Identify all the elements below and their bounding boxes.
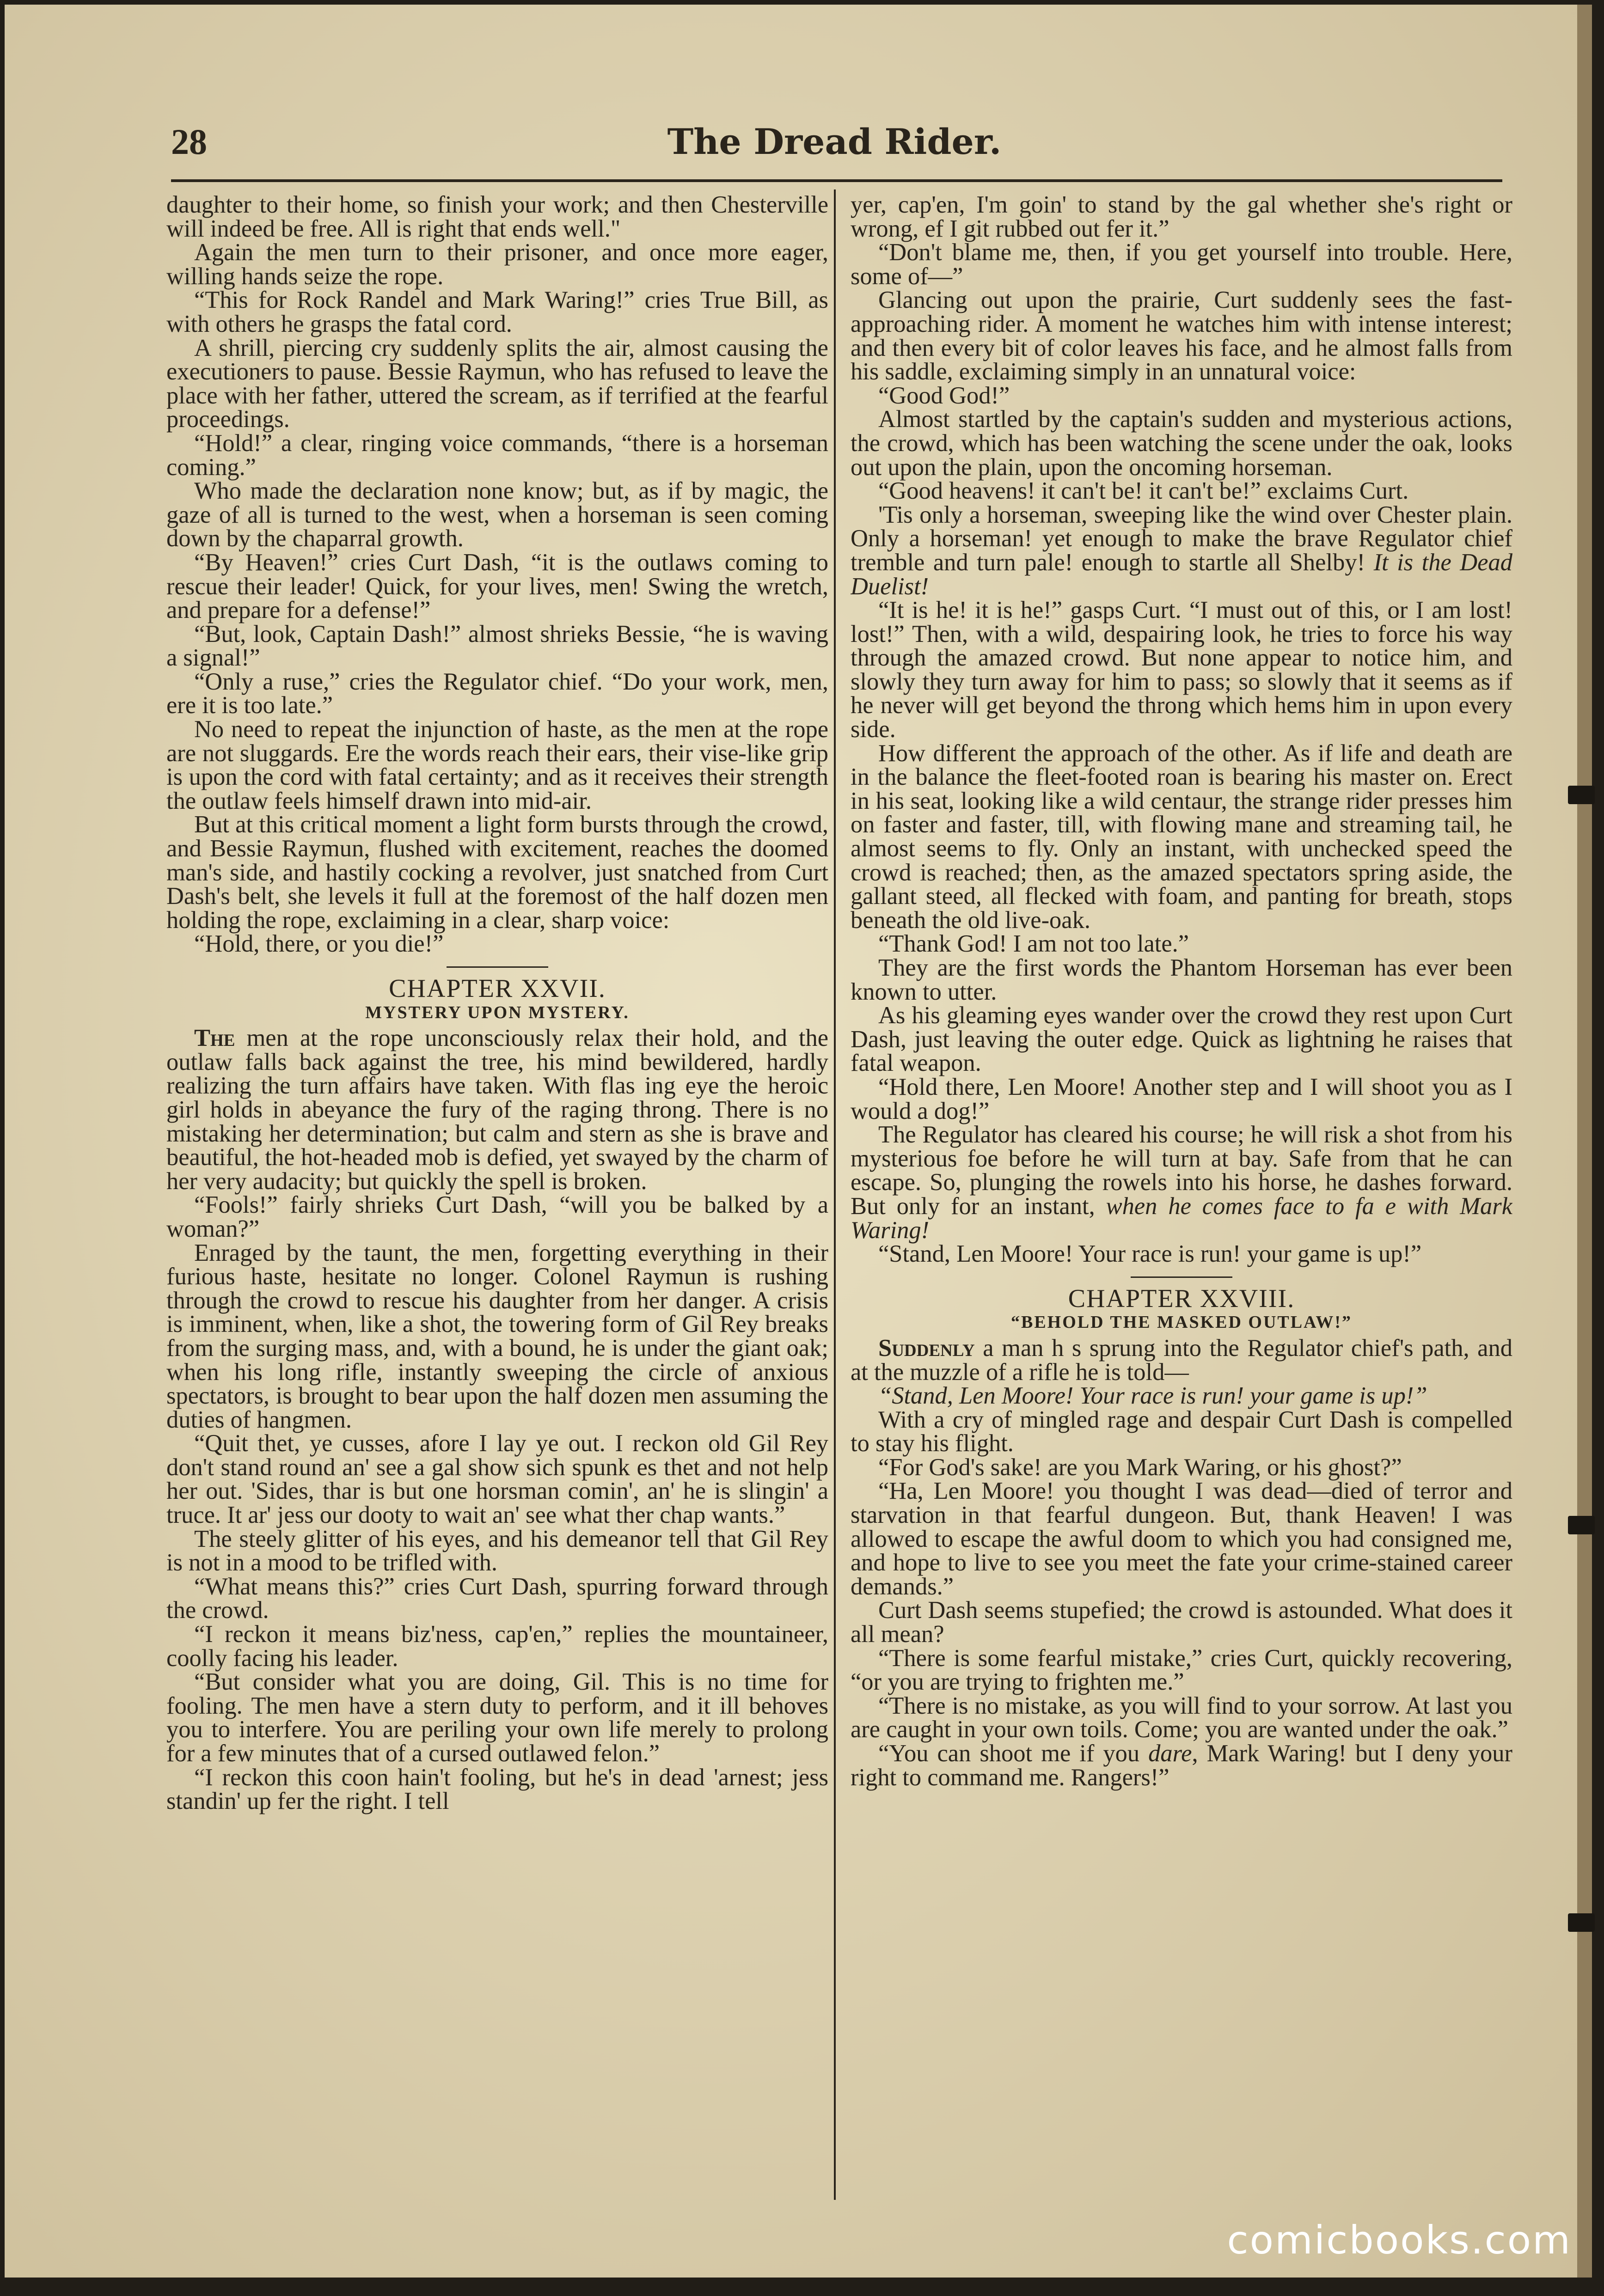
right-column (851, 193, 1512, 2199)
paragraph-body: a man h s sprung into the Regulator chief's path, and at the muzzle of a rifle he is told— (851, 1334, 1512, 1386)
paragraph: “But consider what you are doing, Gil. This is no time for fooling. The men have a stern duty to perform, and it ill behoves you to interfere. You are periling your own life merely to prolong for a few minutes that of a cursed outlawed felon.” (166, 1668, 828, 1767)
paragraph (851, 1123, 1512, 1242)
paragraph-lead: Suddenly (878, 1334, 975, 1362)
paragraph: “Stand, Len Moore! Your race is run! your game is up!” (878, 1240, 1422, 1268)
paragraph: A shrill, piercing cry suddenly splits the air, almost causing the executioners to pause. Bessie Raymun, who has refused to leave the place with her father, uttered the scream, as if terrified at the fearful proceedings. (166, 334, 828, 433)
running-title: The Dread Rider. (667, 121, 1002, 162)
paragraph: “Good God!” (878, 382, 1010, 409)
paragraph-body: The Regulator has cleared his course; he will risk a shot from his mysterious foe before he will turn at bay. Safe from that he can escape. So, plunging the rowels into his horse, he dashes forward. But only for an instant, (851, 1121, 1512, 1220)
paragraph: “Good heavens! it can't be! it can't be!” exclaims Curt. (878, 477, 1409, 505)
binding-staple-mark (1568, 1913, 1595, 1932)
paragraph-body: “You can shoot me if you (878, 1740, 1149, 1767)
column-divider (834, 189, 836, 2200)
paragraph-emphasis: It is the Dead Duelist! (851, 549, 1512, 600)
paragraph: “This for Rock Randel and Mark Waring!” cries True Bill, as with others he grasps the fatal cord. (166, 287, 828, 337)
paragraph: “Hold there, Len Moore! Another step and I will shoot you as I would a dog!” (851, 1073, 1512, 1124)
paragraph: “Only a ruse,” cries the Regulator chief. “Do your work, men, ere it is too late.” (166, 668, 828, 719)
binding-staple-mark (1568, 786, 1595, 804)
binding-staple-mark (1568, 1516, 1595, 1534)
paragraph-emphasis: dare (1148, 1740, 1192, 1767)
paragraph-body: , Mark Waring! but I deny your right to command me. Rangers!” (851, 1740, 1512, 1791)
paragraph: “There is no mistake, as you will find to your sorrow. At last you are caught in your own toils. Come; you are wanted under the oak.” (851, 1692, 1512, 1743)
paragraph-body: men at the rope unconsciously relax their hold, and the outlaw falls back against the tree, his mind bewildered, hardly realizing the turn affairs have taken. With flas ing eye the heroic girl holds in abeyance the fury of the raging throng. There is no mistaking her determination; but calm and stern as she is brave and beautiful, the hot-headed mob is defied, yet swayed by the charm of her very audacity; but quickly the spell is broken. (166, 1025, 828, 1195)
page-header (171, 121, 1498, 170)
paragraph: No need to repeat the injunction of haste, as the men at the rope are not sluggards. Ere the words reach their ears, their vise-like grip is upon the cord with fatal certainty; and as it receives their strength the outlaw feels himself drawn into mid-air. (166, 716, 828, 814)
paragraph (166, 1026, 828, 1193)
page-number: 28 (171, 122, 207, 162)
paragraph: “Fools!” fairly shrieks Curt Dash, “will you be balked by a woman?” (166, 1191, 828, 1242)
paragraph: “By Heaven!” cries Curt Dash, “it is the outlaws coming to rescue their leader! Quick, for your lives, men! Swing the wretch, and prepare for a defense!” (166, 549, 828, 624)
paragraph: Who made the declaration none know; but, as if by magic, the gaze of all is turned to the west, when a horseman is seen coming down by the chaparral growth. (166, 477, 828, 552)
paragraph: They are the first words the Phantom Horseman has ever been known to utter. (851, 954, 1512, 1005)
paragraph: As his gleaming eyes wander over the crowd they rest upon Curt Dash, just leaving the outer edge. Quick as lightning he raises that fatal weapon. (851, 1002, 1512, 1077)
paragraph: Glancing out upon the prairie, Curt suddenly sees the fast-approaching rider. A moment he watches him with intense interest; and then every bit of color leaves his face, and he almost falls from his saddle, exclaiming simply in an unnatural voice: (851, 287, 1512, 385)
left-column (166, 193, 828, 2199)
chapter-title: CHAPTER XXVIII. (1068, 1284, 1295, 1313)
paragraph: daughter to their home, so finish your work; and then Chesterville will indeed be free. All is right that ends well." (166, 193, 828, 242)
paragraph-emphasis: “Stand, Len Moore! Your race is run! your game is up!” (878, 1382, 1427, 1410)
paragraph: “I reckon it means biz'ness, cap'en,” replies the mountaineer, coolly facing his leader. (166, 1621, 828, 1672)
paragraph-lead: The (194, 1025, 235, 1052)
header-rule (171, 179, 1502, 182)
paragraph: Curt Dash seems stupefied; the crowd is astounded. What does it all mean? (851, 1597, 1512, 1648)
paragraph: “There is some fearful mistake,” cries Curt, quickly recovering, “or you are trying to frighten me.” (851, 1644, 1512, 1696)
paragraph: yer, cap'en, I'm goin' to stand by the gal whether she's right or wrong, ef I git rubbed out fer it.” (851, 193, 1512, 242)
paragraph: “Don't blame me, then, if you get yourself into trouble. Here, some of—” (851, 239, 1512, 290)
paragraph: “Ha, Len Moore! you thought I was dead—died of terror and starvation in that fearful dungeon. But, thank Heaven! I was allowed to escape the awful doom to which you had consigned me, and hope to live to see you meet the fate your crime-stained career demands.” (851, 1478, 1512, 1600)
paragraph (851, 1742, 1512, 1789)
paragraph: Again the men turn to their prisoner, and once more eager, willing hands seize the rope. (166, 239, 828, 290)
section-divider (447, 966, 548, 968)
paragraph-emphasis: when he comes face to fa e with Mark Waring! (851, 1192, 1512, 1244)
paragraph (851, 1384, 1512, 1408)
paragraph-body: 'Tis only a horseman, sweeping like the wind over Chester plain. Only a horseman! yet enough to make the brave Regulator chief tremble and turn pale! enough to startle all Shelby! (851, 501, 1512, 576)
chapter-subtitle: “BEHOLD THE MASKED OUTLAW!” (1010, 1313, 1353, 1332)
paragraph: “I reckon this coon hain't fooling, but he's in dead 'arnest; jess standin' up fer the right. I tell (166, 1764, 828, 1815)
paragraph: Enraged by the taunt, the men, forgetting everything in their furious haste, hesitate no longer. Colonel Raymun is rushing through the crowd to rescue his daughter from her danger. A crisis is imminent, when, like a shot, the towering form of Gil Rey breaks from the surging mass, and, with a bound, he is under the giant oak; when his long rifle, instantly sweeping the circle of anxious spectators, is brought to bear upon the half dozen men assuming the duties of hangmen. (166, 1239, 828, 1433)
paragraph: How different the approach of the other. As if life and death are in the balance the fleet-footed roan is bearing his master on. Erect in his seat, looking like a wild centaur, the strange rider presses him on faster and faster, till, with flowing mane and streaming tail, he almost seems to fly. Only an instant, with unchecked speed the crowd is reached; then, as the amazed spectators spring aside, the gallant steed, all flecked with foam, and panting for breath, stops beneath the old live-oak. (851, 739, 1512, 934)
paragraph (851, 503, 1512, 598)
paragraph: But at this critical moment a light form bursts through the crowd, and Bessie Raymun, flushed with excitement, reaches the doomed man's side, and hastily cocking a revolver, just snatched from Curt Dash's belt, she levels it full at the foremost of the half dozen men holding the rope, exclaiming in a clear, sharp voice: (166, 811, 828, 934)
paragraph: “What means this?” cries Curt Dash, spurring forward through the crowd. (166, 1573, 828, 1624)
paragraph: “For God's sake! are you Mark Waring, or his ghost?” (878, 1453, 1402, 1481)
paragraph: “Thank God! I am not too late.” (878, 930, 1189, 958)
section-divider (1131, 1276, 1232, 1278)
paragraph: “Hold, there, or you die!” (194, 930, 444, 958)
paragraph: Almost startled by the captain's sudden and mysterious actions, the crowd, which has been watching the scene under the oak, looks out upon the plain, upon the oncoming horseman. (851, 406, 1512, 481)
chapter-title: CHAPTER XXVII. (389, 974, 606, 1003)
paragraph: “It is he! it is he!” gasps Curt. “I must out of this, or I am lost! lost!” Then, with a wild, despairing look, he tries to force his way through the amazed crowd. But none appear to notice him, and slowly they turn away for him to pass; so slowly that it seems as if he never will get beyond the throng which hems him in upon every side. (851, 597, 1512, 743)
paragraph: The steely glitter of his eyes, and his demeanor tell that Gil Rey is not in a mood to be trifled with. (166, 1525, 828, 1576)
chapter-subtitle: MYSTERY UPON MYSTERY. (365, 1002, 630, 1022)
paragraph: “But, look, Captain Dash!” almost shrieks Bessie, “he is waving a signal!” (166, 620, 828, 672)
paragraph: With a cry of mingled rage and despair Curt Dash is compelled to stay his flight. (851, 1406, 1512, 1457)
paragraph: “Quit thet, ye cusses, afore I lay ye out. I reckon old Gil Rey don't stand round an' see a gal show sich spunk es thet and not help her out. 'Sides, thar is but one horsman comin', an' he is slingin' a truce. It ar' jess our dooty to wait an' see what ther chap wants.” (166, 1430, 828, 1529)
site-watermark: comicbooks.com (1227, 2217, 1572, 2263)
paragraph (851, 1334, 1512, 1386)
page-binding-edge (1577, 5, 1592, 2278)
paragraph: “Hold!” a clear, ringing voice commands, “there is a horseman coming.” (166, 429, 828, 481)
